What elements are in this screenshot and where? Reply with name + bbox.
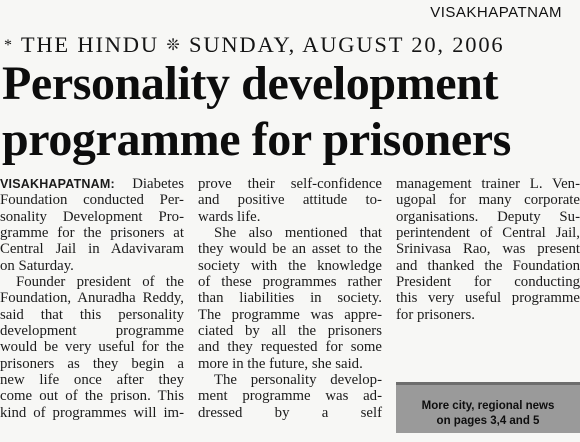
article-line: more in the future, she said. — [198, 355, 363, 372]
article-line: development programme — [0, 323, 184, 340]
article-line: Founder president of the — [16, 274, 184, 291]
article-line: Foundation, Anuradha Reddy, — [0, 290, 184, 307]
article-line: Central Jail in Adavivaram — [0, 241, 184, 258]
article-line: She also mentioned that — [214, 225, 382, 242]
article-line: and thanked the Foundation — [396, 257, 580, 274]
article-line: ugopal for many corporate — [396, 192, 580, 209]
star-ornament-icon: * — [4, 37, 14, 54]
article-line: The programme was appre- — [198, 306, 382, 323]
article-line: said that this personality — [0, 306, 184, 323]
article-line: than liabilities in society. — [198, 290, 382, 307]
masthead — [4, 32, 578, 58]
article-text: Diabetes — [114, 176, 184, 192]
article-line: kind of programmes will im- — [0, 404, 184, 421]
article-line: society with the knowledge — [198, 257, 382, 274]
article-column-3 — [396, 176, 580, 323]
article-line: prove their self-confidence — [198, 176, 382, 192]
article-line: prisoners as they begin a — [0, 355, 184, 372]
page-reference-line-2: on pages 3,4 and 5 — [436, 415, 540, 427]
article-line: would be very useful for the — [0, 339, 184, 356]
article-line: for prisoners. — [396, 306, 475, 323]
article-line: new life once after they — [0, 372, 184, 389]
article-line: this very useful programme — [396, 290, 580, 307]
article-line: The personality develop- — [214, 372, 382, 389]
article-line: wards life. — [198, 208, 261, 225]
headline-line-1: Personality development — [2, 57, 499, 110]
article-line: on Saturday. — [0, 257, 74, 274]
article-line: ciated by all the prisoners — [198, 323, 382, 340]
page-reference-box — [396, 382, 580, 433]
article-line: sonality Development Pro- — [0, 208, 184, 225]
article-line: organisations. Deputy Su- — [396, 208, 580, 225]
article-line: of these programmes rather — [198, 274, 382, 291]
article-line: gramme for the prisoners at — [0, 225, 184, 242]
headline-line-2: programme for prisoners — [2, 113, 511, 166]
article-line: and positive attitude to- — [198, 192, 382, 209]
article-line: perintendent of Central Jail, — [396, 225, 580, 242]
article-line: dressed by a self — [198, 404, 382, 421]
page-reference-line-1: More city, regional news — [421, 400, 555, 412]
article-line: come out of the prison. This — [0, 388, 184, 405]
edition-label: VISAKHAPATNAM — [430, 4, 562, 21]
article-line: they would be an asset to the — [198, 241, 382, 258]
diamond-ornament-icon: ❊ — [166, 37, 182, 54]
article-column-1 — [0, 176, 184, 421]
page-reference-text — [396, 399, 580, 429]
article-line — [0, 176, 184, 192]
article-column-2 — [198, 176, 382, 421]
article-line: and they requested for some — [198, 339, 382, 356]
article-line: ment programme was ad- — [198, 388, 382, 405]
headline — [2, 56, 580, 168]
article-line: management trainer L. Ven- — [396, 176, 580, 192]
dateline: VISAKHAPATNAM: — [0, 177, 115, 191]
article-line: President for conducting — [396, 274, 580, 291]
newspaper-name: THE HINDU — [20, 32, 159, 57]
issue-date: SUNDAY, AUGUST 20, 2006 — [189, 32, 505, 57]
article-line: Srinivasa Rao, was present — [396, 241, 580, 258]
article-line: Foundation conducted Per- — [0, 192, 184, 209]
